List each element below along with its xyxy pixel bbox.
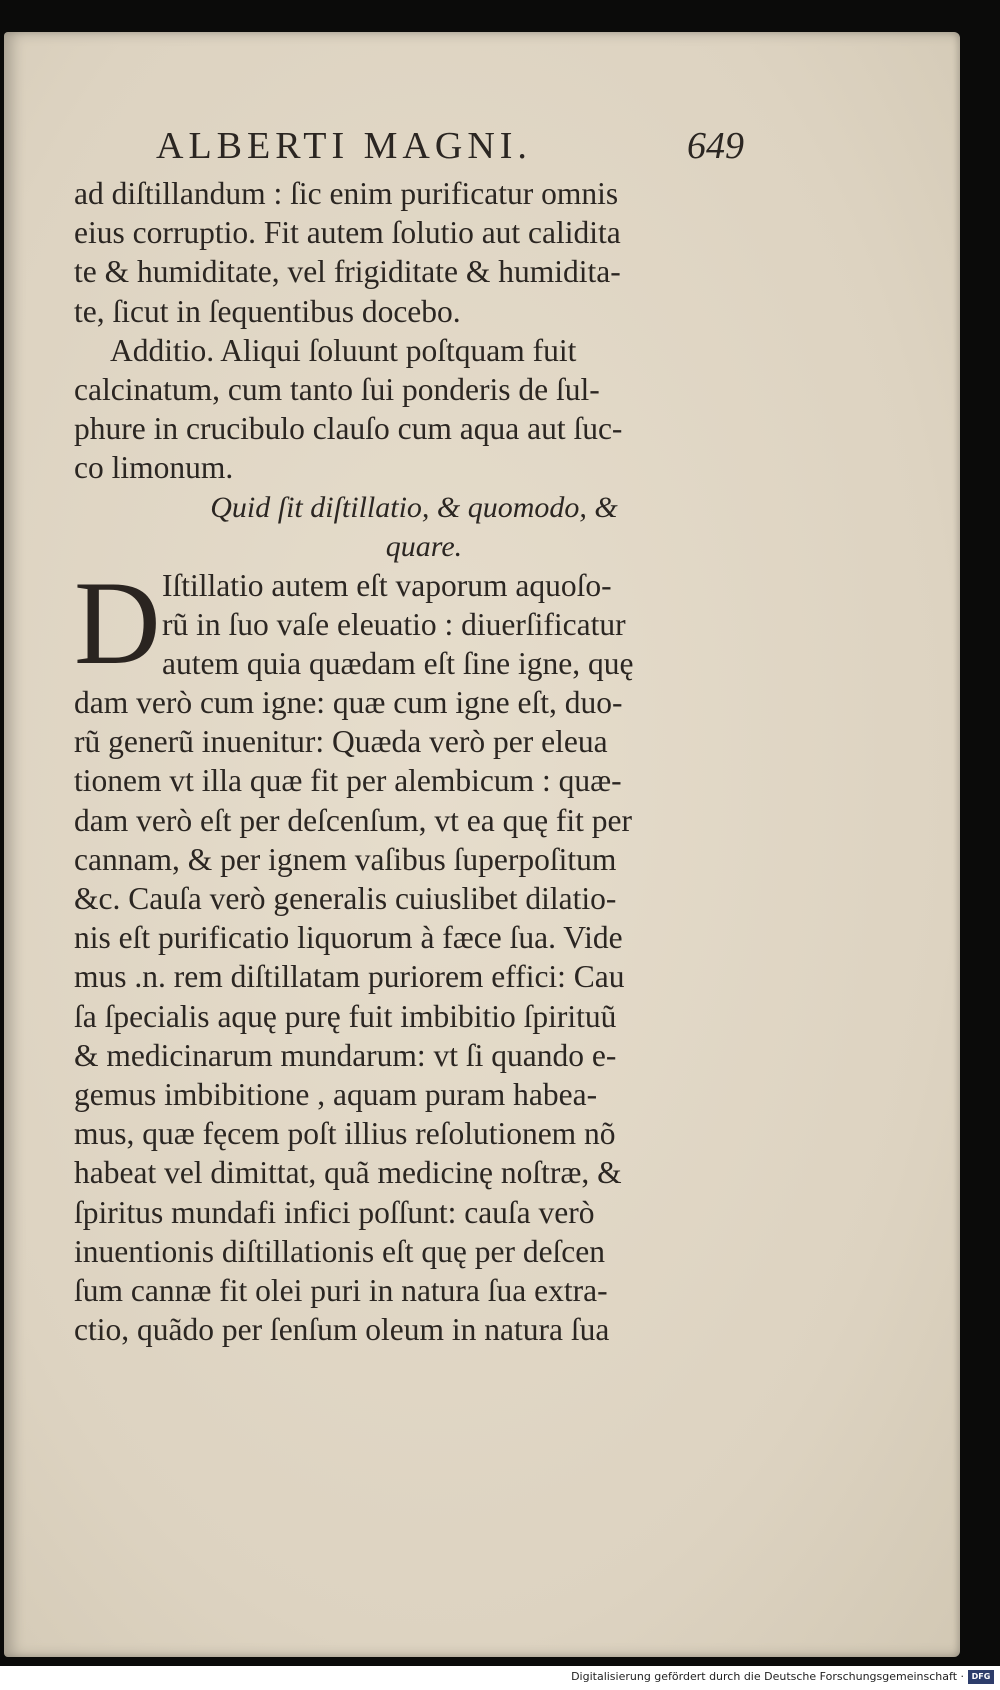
paragraph-additio bbox=[74, 331, 734, 488]
text-line: rũ in ſuo vaſe eleuatio : diuerſificatur bbox=[162, 606, 626, 642]
book-page bbox=[4, 32, 960, 1657]
text-line: inuentionis diſtillationis eſt quę per deſcen bbox=[74, 1233, 606, 1269]
text-line: tionem vt illa quæ fit per alembicum : quæ- bbox=[74, 763, 622, 799]
text-line: co limonum. bbox=[74, 450, 234, 486]
section-heading bbox=[74, 488, 734, 566]
text-line: mus .n. rem diſtillatam puriorem effici: Cau bbox=[74, 959, 625, 995]
running-head bbox=[74, 118, 744, 174]
text-line: rũ generũ inuenitur: Quæda verò per eleua bbox=[74, 724, 608, 760]
text-line: habeat vel dimittat, quã medicinę noſtræ, & bbox=[74, 1155, 622, 1191]
text-line: nis eſt purificatio liquorum à fæce ſua. Vide bbox=[74, 920, 623, 956]
text-line: calcinatum, cum tanto ſui ponderis de ſul- bbox=[74, 371, 600, 407]
text-line: mus, quæ fęcem poſt illius reſolutionem nõ bbox=[74, 1116, 616, 1152]
text-line: ſa ſpecialis aquę purę fuit imbibitio ſpirituũ bbox=[74, 998, 617, 1034]
text-line: ſpiritus mundafi infici poſſunt: cauſa verò bbox=[74, 1194, 595, 1230]
text-line: phure in crucibulo clauſo cum aqua aut ſuc- bbox=[74, 411, 623, 447]
text-line: eius corruptio. Fit autem ſolutio aut calidita bbox=[74, 215, 621, 251]
text-line: te & humiditate, vel frigiditate & humidita- bbox=[74, 254, 621, 290]
text-line: ctio, quãdo per ſenſum oleum in natura ſua bbox=[74, 1312, 610, 1348]
page-number: 649 bbox=[687, 125, 744, 167]
text-line: cannam, & per ignem vaſibus ſuperpoſitum bbox=[74, 841, 617, 877]
text-line: & medicinarum mundarum: vt ſi quando e- bbox=[74, 1037, 617, 1073]
section-heading-line: quare. bbox=[385, 529, 463, 563]
paragraph-1 bbox=[74, 174, 734, 331]
text-line: Additio. Aliqui ſoluunt poſtquam fuit bbox=[110, 332, 577, 368]
text-line: Iſtillatio autem eſt vaporum aquoſo- bbox=[162, 567, 612, 603]
text-block bbox=[74, 118, 744, 1349]
text-line: dam verò cum igne: quæ cum igne eſt, duo- bbox=[74, 685, 623, 721]
paragraph-distillatio bbox=[74, 555, 734, 1350]
text-line: ſum cannæ fit olei puri in natura ſua extra- bbox=[74, 1272, 608, 1308]
text-line: autem quia quædam eſt ſine igne, quę bbox=[162, 645, 634, 681]
drop-cap-initial: D bbox=[74, 555, 161, 689]
text-line: gemus imbibitione , aquam puram habea- bbox=[74, 1076, 598, 1112]
dfg-logo-icon: DFG bbox=[968, 1670, 994, 1684]
text-line: dam verò eſt per deſcenſum, vt ea quę fit per bbox=[74, 802, 633, 838]
section-heading-line: Quid ſit diſtillatio, & quomodo, & bbox=[210, 490, 618, 524]
digitization-footer bbox=[0, 1666, 1000, 1690]
running-head-title: ALBERTI MAGNI. bbox=[156, 125, 532, 167]
text-line: &c. Cauſa verò generalis cuiuslibet dilatio- bbox=[74, 881, 617, 916]
text-line: te, ſicut in ſequentibus docebo. bbox=[74, 293, 461, 329]
funding-notice: Digitalisierung gefördert durch die Deutsche Forschungsgemeinschaft · bbox=[571, 1670, 964, 1683]
text-line: ad diſtillandum : ſic enim purificatur omnis bbox=[74, 176, 619, 211]
